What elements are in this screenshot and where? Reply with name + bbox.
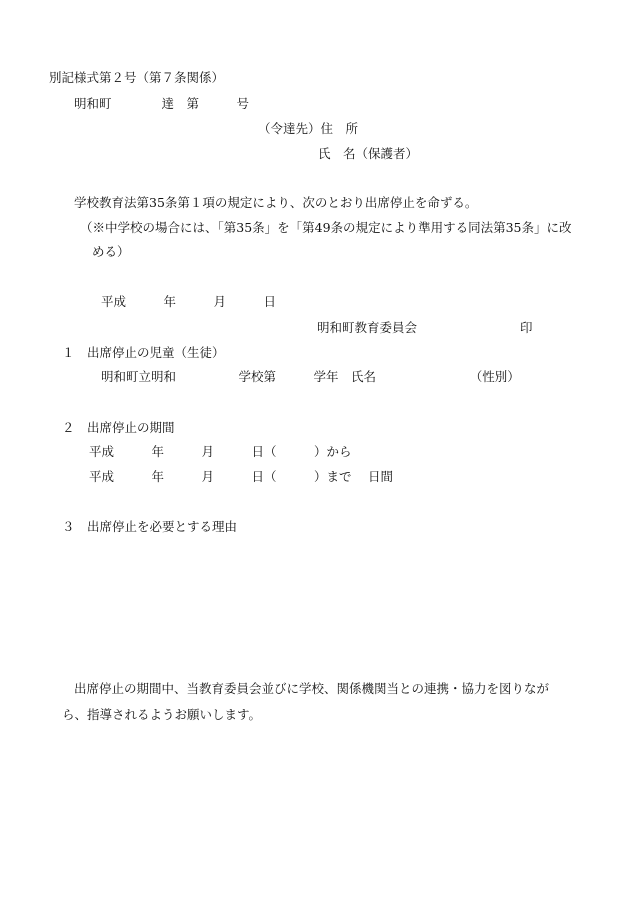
section2-heading: ２ 出席停止の期間	[62, 420, 175, 435]
issuer-name: 明和町教育委員会	[317, 320, 418, 335]
form-number: 別記様式第２号（第７条関係）	[49, 70, 225, 85]
recipient-name-label: 氏 名（保護者）	[318, 146, 419, 161]
period-to-line: 平成 年 月 日（ ）まで	[89, 469, 352, 484]
period-from-line: 平成 年 月 日（ ）から	[89, 444, 352, 459]
issue-date: 平成 年 月 日	[101, 294, 277, 309]
closing-line1: 出席停止の期間中、当教育委員会並びに学校、関係機関当との連携・協力を図りなが	[74, 681, 550, 696]
recipient-address-label: （令達先）住 所	[258, 121, 359, 136]
closing-line2: ら、指導されるようお願いします。	[62, 707, 262, 722]
body-main-text: 学校教育法第35条第１項の規定により、次のとおり出席停止を命ずる。	[74, 195, 478, 210]
section1-heading: １ 出席停止の児童（生徒）	[62, 345, 225, 360]
body-note-line2: める）	[92, 244, 130, 259]
period-days-label: 日間	[368, 469, 394, 484]
body-note-line1: （※中学校の場合には、「第35条」を「第49条の規定により準用する同法第35条」に改	[80, 220, 572, 235]
seal-mark: 印	[520, 320, 533, 335]
section1-detail: 明和町立明和 学校第 学年 氏名 （性別）	[101, 369, 520, 384]
document-number: 明和町 達 第 号	[74, 96, 250, 111]
section3-heading: ３ 出席停止を必要とする理由	[62, 519, 238, 534]
